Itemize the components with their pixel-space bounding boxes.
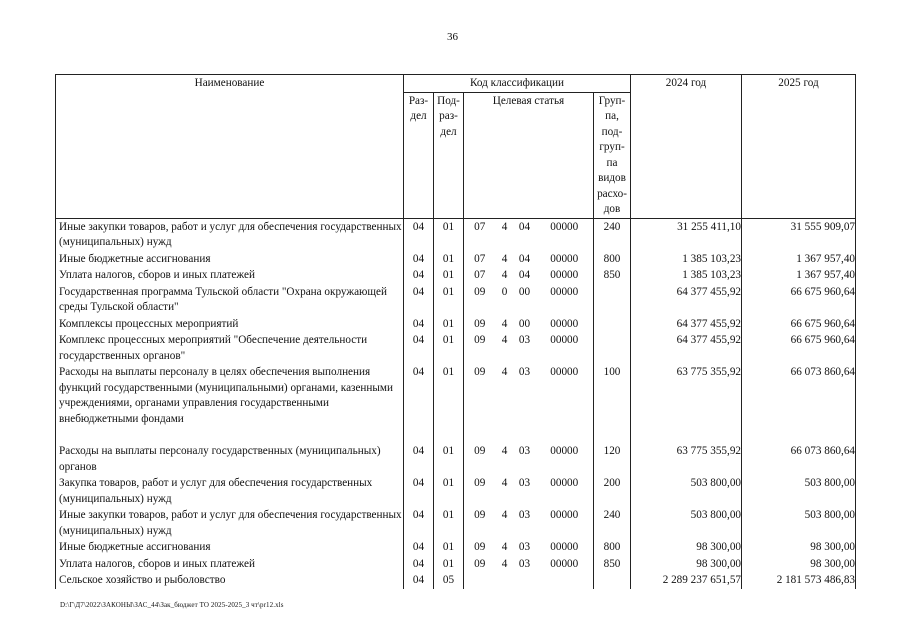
row-name: Уплата налогов, сборов и иных платежей — [56, 556, 404, 573]
row-expense-type — [594, 284, 631, 316]
row-target-subprogram: 03 — [518, 366, 531, 378]
row-razdel: 04 — [404, 364, 434, 443]
table-row — [56, 443, 856, 475]
row-name: Иные бюджетные ассигнования — [56, 251, 404, 268]
row-podrazdel: 01 — [434, 539, 464, 556]
table-header — [56, 75, 856, 219]
row-target-direction: 00000 — [536, 332, 594, 364]
row-target-direction: 00000 — [536, 556, 594, 573]
row-amount-2025: 503 800,00 — [742, 475, 856, 507]
row-target-program: 09 — [474, 557, 486, 570]
row-target-type — [496, 572, 514, 589]
row-podrazdel: 01 — [434, 443, 464, 475]
row-target-type: 4 — [501, 334, 508, 346]
row-target-program: 09 — [474, 509, 486, 521]
table-row — [56, 539, 856, 556]
header-razdel: Раз- дел — [404, 92, 434, 218]
row-name: Иные бюджетные ассигнования — [56, 539, 404, 556]
row-amount-2025: 66 073 860,64 — [742, 443, 856, 475]
row-podrazdel: 01 — [434, 475, 464, 507]
row-name: Иные закупки товаров, работ и услуг для обеспечения государственных (муниципальных) нужд — [56, 507, 404, 539]
table-row — [56, 572, 856, 589]
row-amount-2024: 64 377 455,92 — [631, 316, 742, 333]
row-target-program: 07 — [474, 269, 486, 281]
row-target-type: 4 — [501, 317, 508, 330]
table-body — [56, 218, 856, 589]
table-row — [56, 475, 856, 507]
row-amount-2024: 98 300,00 — [631, 539, 742, 556]
row-target-program: 09 — [474, 541, 486, 553]
file-path-footer: D:\Г\Д7\2022\ЗАКОНЫ\ЗАС_44\Зак_бюджет ТО 2025-2025_3 чт\pr12.xls — [60, 601, 284, 609]
row-target-direction: 00000 — [536, 316, 594, 333]
row-target-program — [464, 572, 496, 589]
table-row — [56, 364, 856, 443]
row-target-subprogram: 03 — [518, 445, 531, 457]
header-year-2025: 2025 год — [742, 75, 856, 219]
row-amount-2024: 1 385 103,23 — [631, 267, 742, 284]
row-target-direction: 00000 — [536, 507, 594, 539]
row-target-subprogram: 00 — [518, 285, 531, 298]
row-target-program: 07 — [474, 252, 486, 265]
row-target-type: 4 — [501, 269, 508, 281]
row-razdel: 04 — [404, 284, 434, 316]
header-code-group: Код классификации — [404, 75, 631, 93]
table-row — [56, 284, 856, 316]
row-amount-2024: 64 377 455,92 — [631, 284, 742, 316]
row-amount-2025: 66 675 960,64 — [742, 332, 856, 364]
row-target-direction: 00000 — [536, 218, 594, 251]
row-name: Иные закупки товаров, работ и услуг для обеспечения государственных (муниципальных) нужд — [56, 218, 404, 251]
row-target-direction: 00000 — [536, 539, 594, 556]
budget-table — [55, 74, 856, 589]
row-target-type: 4 — [501, 557, 508, 570]
row-target-program: 07 — [474, 220, 486, 233]
row-target-type: 4 — [501, 220, 508, 233]
table-row — [56, 332, 856, 364]
row-amount-2024: 503 800,00 — [631, 507, 742, 539]
row-expense-type: 800 — [594, 251, 631, 268]
row-amount-2024: 2 289 237 651,57 — [631, 572, 742, 589]
row-target-direction: 00000 — [536, 364, 594, 443]
row-name: Комплекс процессных мероприятий "Обеспечение деятельности государственных органов" — [56, 332, 404, 364]
row-target-subprogram: 04 — [518, 269, 531, 281]
row-razdel: 04 — [404, 332, 434, 364]
table-row — [56, 507, 856, 539]
row-amount-2025: 31 555 909,07 — [742, 218, 856, 251]
row-razdel: 04 — [404, 539, 434, 556]
row-amount-2025: 98 300,00 — [742, 539, 856, 556]
row-target-subprogram: 04 — [518, 252, 531, 265]
row-name: Расходы на выплаты персоналу в целях обеспечения выполнения функций государственными (муниципальными) органами, казенными учреждениями, органами управления государственными внебюджетными фондами — [56, 364, 404, 443]
row-target-program: 09 — [474, 317, 486, 330]
row-amount-2025: 98 300,00 — [742, 556, 856, 573]
row-target-subprogram: 03 — [518, 509, 531, 521]
row-expense-type: 120 — [594, 443, 631, 475]
row-name: Сельское хозяйство и рыболовство — [56, 572, 404, 589]
row-amount-2024: 503 800,00 — [631, 475, 742, 507]
row-podrazdel: 01 — [434, 364, 464, 443]
row-target-subprogram — [514, 572, 536, 589]
table-row — [56, 316, 856, 333]
row-amount-2024: 98 300,00 — [631, 556, 742, 573]
row-podrazdel: 01 — [434, 267, 464, 284]
row-target-subprogram: 03 — [518, 557, 531, 570]
row-expense-type: 800 — [594, 539, 631, 556]
row-target-type: 4 — [501, 477, 508, 489]
table-row — [56, 251, 856, 268]
row-target-subprogram: 03 — [518, 541, 531, 553]
row-razdel: 04 — [404, 251, 434, 268]
row-name: Государственная программа Тульской области "Охрана окружающей среды Тульской области" — [56, 284, 404, 316]
row-name: Расходы на выплаты персоналу государственных (муниципальных) органов — [56, 443, 404, 475]
row-target-subprogram: 03 — [518, 477, 531, 489]
row-target-direction: 00000 — [536, 475, 594, 507]
row-podrazdel: 01 — [434, 251, 464, 268]
header-podrazdel: Под- раз- дел — [434, 92, 464, 218]
row-expense-type: 240 — [594, 218, 631, 251]
row-razdel: 04 — [404, 507, 434, 539]
row-target-type: 4 — [501, 541, 508, 553]
row-target-program: 09 — [474, 445, 486, 457]
row-expense-type — [594, 572, 631, 589]
row-amount-2025: 66 073 860,64 — [742, 364, 856, 443]
row-target-type: 4 — [501, 509, 508, 521]
row-target-type: 4 — [501, 252, 508, 265]
row-target-subprogram: 00 — [518, 317, 531, 330]
row-target-direction: 00000 — [536, 267, 594, 284]
row-name: Закупка товаров, работ и услуг для обеспечения государственных (муниципальных) нужд — [56, 475, 404, 507]
table-row — [56, 267, 856, 284]
row-amount-2025: 2 181 573 486,83 — [742, 572, 856, 589]
row-razdel: 04 — [404, 267, 434, 284]
row-target-direction — [536, 572, 594, 589]
row-target-direction: 00000 — [536, 284, 594, 316]
row-podrazdel: 01 — [434, 316, 464, 333]
row-razdel: 04 — [404, 556, 434, 573]
row-podrazdel: 01 — [434, 284, 464, 316]
header-name: Наименование — [56, 75, 404, 219]
row-expense-type: 100 — [594, 364, 631, 443]
row-target-type: 4 — [501, 366, 508, 378]
row-podrazdel: 01 — [434, 218, 464, 251]
row-amount-2025: 66 675 960,64 — [742, 284, 856, 316]
row-razdel: 04 — [404, 475, 434, 507]
row-target-program: 09 — [474, 366, 486, 378]
row-amount-2024: 63 775 355,92 — [631, 364, 742, 443]
row-razdel: 04 — [404, 218, 434, 251]
row-expense-type — [594, 316, 631, 333]
row-amount-2025: 1 367 957,40 — [742, 267, 856, 284]
row-podrazdel: 01 — [434, 507, 464, 539]
row-amount-2025: 503 800,00 — [742, 507, 856, 539]
header-year-2024: 2024 год — [631, 75, 742, 219]
row-target-subprogram: 04 — [518, 220, 531, 233]
row-podrazdel: 01 — [434, 556, 464, 573]
row-amount-2024: 31 255 411,10 — [631, 218, 742, 251]
row-razdel: 04 — [404, 316, 434, 333]
row-expense-type: 850 — [594, 556, 631, 573]
header-expense-group: Груп- па, под- груп- па видов расхо- дов — [594, 92, 631, 218]
row-target-subprogram: 03 — [518, 334, 531, 346]
row-target-program: 09 — [474, 285, 486, 298]
row-target-direction: 00000 — [536, 251, 594, 268]
page-number: 36 — [447, 31, 458, 43]
row-expense-type: 200 — [594, 475, 631, 507]
row-amount-2025: 66 675 960,64 — [742, 316, 856, 333]
row-razdel: 04 — [404, 572, 434, 589]
row-amount-2024: 1 385 103,23 — [631, 251, 742, 268]
row-expense-type — [594, 332, 631, 364]
row-amount-2024: 63 775 355,92 — [631, 443, 742, 475]
row-expense-type: 240 — [594, 507, 631, 539]
row-target-type: 4 — [501, 445, 508, 457]
row-target-program: 09 — [474, 477, 486, 489]
row-podrazdel: 05 — [434, 572, 464, 589]
row-target-program: 09 — [474, 334, 486, 346]
row-name: Уплата налогов, сборов и иных платежей — [56, 267, 404, 284]
row-target-direction: 00000 — [536, 443, 594, 475]
table-row — [56, 218, 856, 251]
row-amount-2024: 64 377 455,92 — [631, 332, 742, 364]
row-name: Комплексы процессных мероприятий — [56, 316, 404, 333]
row-razdel: 04 — [404, 443, 434, 475]
row-podrazdel: 01 — [434, 332, 464, 364]
row-expense-type: 850 — [594, 267, 631, 284]
row-amount-2025: 1 367 957,40 — [742, 251, 856, 268]
table-row — [56, 556, 856, 573]
row-target-type: 0 — [501, 285, 508, 298]
header-target-article: Целевая статья — [464, 92, 594, 218]
